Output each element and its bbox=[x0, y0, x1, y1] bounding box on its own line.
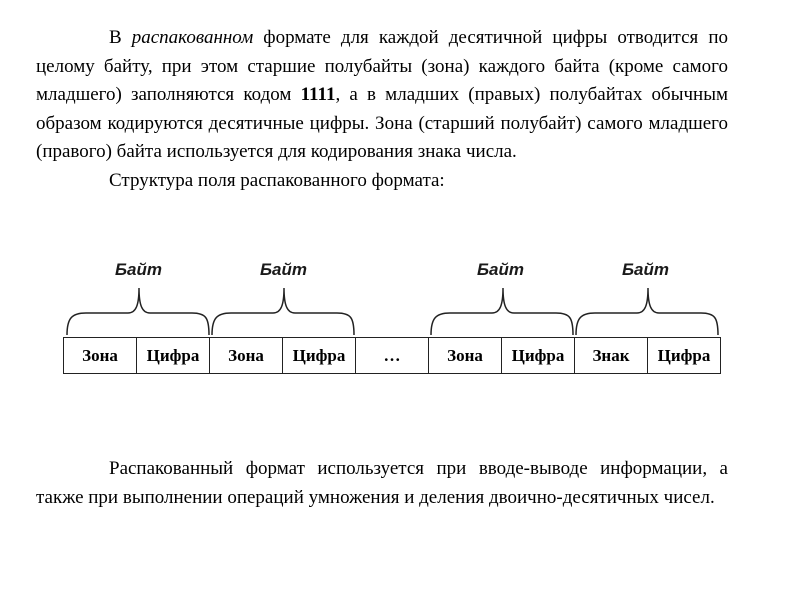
cell-zone-2: Зона bbox=[210, 338, 283, 374]
cell-digit-2: Цифра bbox=[283, 338, 356, 374]
byte-label-4: Байт bbox=[622, 260, 669, 279]
byte-label-1: Байт bbox=[115, 260, 162, 279]
cell-zone-3: Зона bbox=[429, 338, 502, 374]
cell-ellipsis: … bbox=[356, 338, 429, 374]
brace-2 bbox=[212, 288, 354, 335]
byte-label-2: Байт bbox=[260, 260, 307, 279]
bold-code: 1111 bbox=[300, 84, 336, 105]
cell-sign: Знак bbox=[575, 338, 648, 374]
cell-zone-1: Зона bbox=[64, 338, 137, 374]
brace-3 bbox=[431, 288, 573, 335]
text-suffix: , а в младших (правых) полубайтах обычным образом кодируются десятичные цифры. Зона (старший полубайт) самого младшего (правого) байта используется для кодирования знака числа. bbox=[36, 84, 728, 162]
unpacked-format-table bbox=[63, 337, 721, 374]
cell-digit-3: Цифра bbox=[502, 338, 575, 374]
text-middle: формате для каждой десятичной цифры отводится по целому байту, при этом старшие полубайты (зона) каждого байта (кроме самого младшего) заполняются кодом bbox=[36, 27, 728, 105]
cell-digit-4: Цифра bbox=[648, 338, 721, 374]
brace-4 bbox=[576, 288, 718, 335]
byte-label-3: Байт bbox=[477, 260, 524, 279]
format-row bbox=[64, 338, 721, 374]
paragraph-structure-caption: Структура поля распакованного формата: bbox=[109, 169, 445, 191]
paragraph-usage-text: Распакованный формат используется при вводе-выводе информации, а также при выполнении операций умножения и деления двоично-десятичных чисел. bbox=[36, 458, 728, 508]
text-prefix: В bbox=[109, 27, 132, 48]
italic-word: распакованном bbox=[131, 27, 254, 48]
brace-1 bbox=[67, 288, 209, 335]
paragraph-usage bbox=[36, 455, 728, 512]
cell-digit-1: Цифра bbox=[137, 338, 210, 374]
